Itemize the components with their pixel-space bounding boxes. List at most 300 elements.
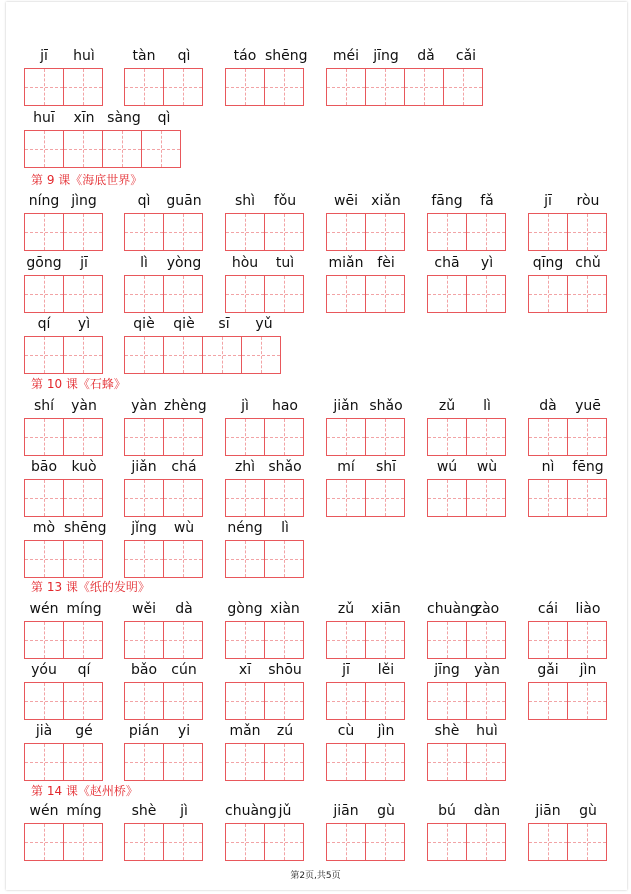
pinyin-label: mǎn <box>229 723 261 739</box>
writing-cell[interactable] <box>225 275 265 313</box>
vocab-word <box>24 601 104 661</box>
vocab-word <box>427 255 507 315</box>
pinyin-label: míng <box>66 803 102 819</box>
vocab-word <box>225 662 305 722</box>
word-row <box>0 723 631 783</box>
writing-cell[interactable] <box>326 418 366 456</box>
pinyin-label: huì <box>73 48 95 64</box>
writing-cell[interactable] <box>427 823 467 861</box>
pinyin-label: dà <box>539 398 557 414</box>
writing-cell[interactable] <box>528 621 568 659</box>
vocab-word <box>225 723 305 783</box>
tianzige-grid <box>225 540 303 578</box>
writing-cell[interactable] <box>24 68 64 106</box>
writing-cell[interactable] <box>264 540 304 578</box>
pinyin-label: néng <box>227 520 263 536</box>
vocab-word <box>225 601 305 661</box>
pinyin-label: qīng <box>532 255 564 271</box>
tianzige-grid <box>225 68 303 106</box>
writing-cell[interactable] <box>404 68 444 106</box>
writing-cell[interactable] <box>466 823 506 861</box>
writing-cell[interactable] <box>427 213 467 251</box>
writing-cell[interactable] <box>225 743 265 781</box>
writing-cell[interactable] <box>264 68 304 106</box>
writing-cell[interactable] <box>365 823 405 861</box>
writing-cell[interactable] <box>466 682 506 720</box>
writing-cell[interactable] <box>63 823 103 861</box>
pinyin-label: táo <box>233 48 257 64</box>
writing-cell[interactable] <box>124 336 164 374</box>
writing-cell[interactable] <box>24 213 64 251</box>
pinyin-label: qì <box>137 193 151 209</box>
tianzige-grid <box>225 213 303 251</box>
vocab-word <box>124 48 204 108</box>
tianzige-grid <box>326 68 482 106</box>
vocab-word <box>24 662 104 722</box>
pinyin-label: sàng <box>107 110 141 126</box>
writing-cell[interactable] <box>63 418 103 456</box>
writing-cell[interactable] <box>63 479 103 517</box>
pinyin-label: jī <box>342 662 350 678</box>
writing-cell[interactable] <box>163 682 203 720</box>
vocab-word <box>326 662 406 722</box>
pinyin-label: chuàng <box>225 803 277 819</box>
writing-cell[interactable] <box>567 682 607 720</box>
tianzige-grid <box>528 823 606 861</box>
tianzige-grid <box>24 682 102 720</box>
writing-cell[interactable] <box>365 743 405 781</box>
pinyin-label: yàn <box>474 662 500 678</box>
pinyin-label: jì <box>241 398 249 414</box>
tianzige-grid <box>528 479 606 517</box>
vocab-word <box>24 723 104 783</box>
writing-cell[interactable] <box>567 479 607 517</box>
writing-cell[interactable] <box>264 682 304 720</box>
writing-cell[interactable] <box>567 823 607 861</box>
tianzige-grid <box>124 621 202 659</box>
writing-cell[interactable] <box>326 621 366 659</box>
writing-cell[interactable] <box>326 682 366 720</box>
pinyin-label: mí <box>337 459 355 475</box>
pinyin-label: xiǎn <box>371 193 401 209</box>
vocab-word <box>427 803 507 863</box>
pinyin-label: guān <box>166 193 202 209</box>
pinyin-label: zǔ <box>438 398 456 414</box>
pinyin-label: jǐng <box>131 520 157 536</box>
tianzige-grid <box>24 68 102 106</box>
writing-cell[interactable] <box>63 68 103 106</box>
writing-cell[interactable] <box>124 479 164 517</box>
writing-cell[interactable] <box>225 479 265 517</box>
writing-cell[interactable] <box>163 68 203 106</box>
writing-cell[interactable] <box>225 68 265 106</box>
vocab-word <box>124 255 204 315</box>
pinyin-label: shēng <box>64 520 107 536</box>
pinyin-label: fāng <box>431 193 463 209</box>
pinyin-label: cún <box>171 662 197 678</box>
tianzige-grid <box>427 418 505 456</box>
pinyin-label: wén <box>29 803 59 819</box>
pinyin-label: gōng <box>26 255 62 271</box>
writing-cell[interactable] <box>24 418 64 456</box>
vocab-word <box>326 193 406 253</box>
writing-cell[interactable] <box>225 540 265 578</box>
pinyin-label: qiè <box>133 316 155 332</box>
pinyin-label: jì <box>180 803 188 819</box>
pinyin-label: xiān <box>371 601 401 617</box>
pinyin-label: bǎo <box>130 662 158 678</box>
writing-cell[interactable] <box>163 275 203 313</box>
tianzige-grid <box>427 275 505 313</box>
vocab-word <box>225 520 305 580</box>
pinyin-label: níng <box>28 193 60 209</box>
writing-cell[interactable] <box>326 743 366 781</box>
vocab-word <box>124 459 204 519</box>
vocab-word <box>427 459 507 519</box>
pinyin-label: hao <box>271 398 299 414</box>
writing-cell[interactable] <box>63 130 103 168</box>
pinyin-label: wēi <box>334 193 358 209</box>
writing-cell[interactable] <box>365 479 405 517</box>
writing-cell[interactable] <box>163 743 203 781</box>
writing-cell[interactable] <box>24 540 64 578</box>
writing-cell[interactable] <box>427 418 467 456</box>
tianzige-grid <box>528 418 606 456</box>
pinyin-label: kuò <box>71 459 97 475</box>
writing-cell[interactable] <box>466 213 506 251</box>
vocab-word <box>427 193 507 253</box>
writing-cell[interactable] <box>163 479 203 517</box>
vocab-word <box>326 723 406 783</box>
writing-cell[interactable] <box>567 213 607 251</box>
lesson-title: 第 13 课《纸的发明》 <box>31 580 150 594</box>
tianzige-grid <box>225 418 303 456</box>
writing-cell[interactable] <box>225 213 265 251</box>
writing-cell[interactable] <box>225 682 265 720</box>
pinyin-label: lì <box>483 398 491 414</box>
writing-cell[interactable] <box>24 682 64 720</box>
writing-cell[interactable] <box>528 682 568 720</box>
vocab-word <box>225 459 305 519</box>
writing-cell[interactable] <box>528 823 568 861</box>
writing-cell[interactable] <box>225 621 265 659</box>
vocab-word <box>326 255 406 315</box>
lesson-title: 第 10 课《石蜂》 <box>31 377 126 391</box>
pinyin-label: cái <box>537 601 559 617</box>
writing-cell[interactable] <box>225 418 265 456</box>
writing-cell[interactable] <box>24 823 64 861</box>
writing-cell[interactable] <box>63 336 103 374</box>
writing-cell[interactable] <box>124 540 164 578</box>
pinyin-label: ròu <box>576 193 600 209</box>
writing-cell[interactable] <box>124 621 164 659</box>
pinyin-label: jiān <box>535 803 561 819</box>
writing-cell[interactable] <box>427 682 467 720</box>
writing-cell[interactable] <box>443 68 483 106</box>
tianzige-grid <box>528 275 606 313</box>
pinyin-label: jī <box>80 255 88 271</box>
word-row <box>0 601 631 661</box>
writing-cell[interactable] <box>124 743 164 781</box>
pinyin-label: fǎ <box>480 193 494 209</box>
writing-cell[interactable] <box>163 213 203 251</box>
writing-cell[interactable] <box>365 621 405 659</box>
pinyin-label: fèi <box>377 255 395 271</box>
writing-cell[interactable] <box>163 823 203 861</box>
pinyin-label: yì <box>77 316 91 332</box>
vocab-word <box>24 255 104 315</box>
writing-cell[interactable] <box>326 68 366 106</box>
pinyin-label: shǎo <box>268 459 302 475</box>
writing-cell[interactable] <box>365 682 405 720</box>
vocab-word <box>24 459 104 519</box>
pinyin-label: fǒu <box>273 193 297 209</box>
writing-cell[interactable] <box>427 479 467 517</box>
pinyin-label: qì <box>177 48 191 64</box>
vocab-word <box>326 803 406 863</box>
pinyin-label: shì <box>234 193 256 209</box>
vocab-word <box>528 662 608 722</box>
tianzige-grid <box>427 213 505 251</box>
vocab-word <box>124 520 204 580</box>
pinyin-label: cù <box>337 723 355 739</box>
vocab-word <box>427 398 507 458</box>
tianzige-grid <box>326 479 404 517</box>
tianzige-grid <box>528 621 606 659</box>
vocab-word <box>225 803 305 863</box>
pinyin-label: dà <box>175 601 193 617</box>
writing-cell[interactable] <box>567 621 607 659</box>
tianzige-grid <box>225 743 303 781</box>
writing-cell[interactable] <box>63 743 103 781</box>
writing-cell[interactable] <box>24 275 64 313</box>
writing-cell[interactable] <box>124 823 164 861</box>
vocab-word <box>528 459 608 519</box>
writing-cell[interactable] <box>124 418 164 456</box>
pinyin-label: wěi <box>132 601 156 617</box>
tianzige-grid <box>427 743 505 781</box>
writing-cell[interactable] <box>124 68 164 106</box>
writing-cell[interactable] <box>528 213 568 251</box>
tianzige-grid <box>225 823 303 861</box>
writing-cell[interactable] <box>567 275 607 313</box>
pinyin-label: jiān <box>333 803 359 819</box>
word-row <box>0 193 631 253</box>
tianzige-grid <box>427 621 505 659</box>
writing-cell[interactable] <box>241 336 281 374</box>
writing-cell[interactable] <box>427 743 467 781</box>
vocab-word <box>326 601 406 661</box>
writing-cell[interactable] <box>326 479 366 517</box>
vocab-word <box>225 193 305 253</box>
writing-cell[interactable] <box>466 479 506 517</box>
vocab-word <box>124 601 204 661</box>
tianzige-grid <box>326 682 404 720</box>
pinyin-label: qí <box>77 662 91 678</box>
pinyin-label: yuē <box>575 398 601 414</box>
pinyin-label: huì <box>476 723 498 739</box>
writing-cell[interactable] <box>63 682 103 720</box>
writing-cell[interactable] <box>202 336 242 374</box>
writing-cell[interactable] <box>466 275 506 313</box>
lesson-title: 第 14 课《赵州桥》 <box>31 784 138 798</box>
writing-cell[interactable] <box>24 743 64 781</box>
pinyin-label: zǔ <box>337 601 355 617</box>
vocab-word <box>24 110 184 170</box>
pinyin-label: mò <box>32 520 56 536</box>
writing-cell[interactable] <box>264 743 304 781</box>
pinyin-label: zú <box>276 723 294 739</box>
vocab-word <box>24 520 107 580</box>
writing-cell[interactable] <box>528 418 568 456</box>
vocab-word <box>326 398 406 458</box>
word-row <box>0 662 631 722</box>
vocab-word <box>225 48 308 108</box>
writing-cell[interactable] <box>365 418 405 456</box>
pinyin-label: sī <box>218 316 230 332</box>
pinyin-label: gù <box>579 803 597 819</box>
tianzige-grid <box>24 213 102 251</box>
tianzige-grid <box>326 823 404 861</box>
vocab-word <box>528 803 608 863</box>
writing-cell[interactable] <box>365 68 405 106</box>
writing-cell[interactable] <box>24 130 64 168</box>
writing-cell[interactable] <box>326 275 366 313</box>
writing-cell[interactable] <box>466 621 506 659</box>
writing-cell[interactable] <box>264 823 304 861</box>
pinyin-label: jǔ <box>278 803 292 819</box>
tianzige-grid <box>528 213 606 251</box>
pinyin-label: yàn <box>71 398 97 414</box>
pinyin-label: shī <box>375 459 397 475</box>
pinyin-label: qí <box>37 316 51 332</box>
writing-cell[interactable] <box>24 621 64 659</box>
writing-cell[interactable] <box>24 336 64 374</box>
writing-cell[interactable] <box>466 743 506 781</box>
pinyin-label: yi <box>177 723 191 739</box>
tianzige-grid <box>124 682 202 720</box>
pinyin-label: wù <box>476 459 498 475</box>
pinyin-label: chǔ <box>575 255 601 271</box>
vocab-word <box>427 723 507 783</box>
page-footer: 第2页,共5页 <box>290 871 341 881</box>
tianzige-grid <box>326 418 404 456</box>
writing-cell[interactable] <box>163 540 203 578</box>
writing-cell[interactable] <box>124 275 164 313</box>
writing-cell[interactable] <box>102 130 142 168</box>
writing-cell[interactable] <box>528 479 568 517</box>
tianzige-grid <box>24 418 102 456</box>
word-row <box>0 398 631 458</box>
pinyin-label: lì <box>140 255 148 271</box>
vocab-word <box>528 193 608 253</box>
pinyin-label: nì <box>541 459 555 475</box>
writing-cell[interactable] <box>163 336 203 374</box>
writing-cell[interactable] <box>163 418 203 456</box>
writing-cell[interactable] <box>264 621 304 659</box>
word-row <box>0 803 631 863</box>
pinyin-label: zào <box>474 601 500 617</box>
vocab-word <box>225 255 305 315</box>
writing-cell[interactable] <box>264 479 304 517</box>
pinyin-label: shēng <box>265 48 308 64</box>
writing-cell[interactable] <box>63 621 103 659</box>
pinyin-label: wù <box>173 520 195 536</box>
tianzige-grid <box>225 682 303 720</box>
pinyin-label: tuì <box>275 255 295 271</box>
writing-cell[interactable] <box>365 275 405 313</box>
pinyin-label: shè <box>131 803 157 819</box>
vocab-word <box>124 193 204 253</box>
tianzige-grid <box>124 479 202 517</box>
writing-cell[interactable] <box>141 130 181 168</box>
tianzige-grid <box>124 213 202 251</box>
writing-cell[interactable] <box>567 418 607 456</box>
vocab-word <box>24 803 104 863</box>
writing-cell[interactable] <box>326 213 366 251</box>
tianzige-grid <box>124 275 202 313</box>
writing-cell[interactable] <box>427 275 467 313</box>
pinyin-label: yì <box>480 255 494 271</box>
tianzige-grid <box>124 336 280 374</box>
pinyin-label: dǎ <box>417 48 435 64</box>
writing-cell[interactable] <box>264 213 304 251</box>
pinyin-label: jìn <box>377 723 395 739</box>
pinyin-label: yòng <box>166 255 202 271</box>
writing-cell[interactable] <box>326 823 366 861</box>
tianzige-grid <box>124 823 202 861</box>
vocab-word <box>528 255 608 315</box>
pinyin-label: pián <box>128 723 160 739</box>
pinyin-label: xiàn <box>270 601 300 617</box>
writing-cell[interactable] <box>528 275 568 313</box>
writing-cell[interactable] <box>225 823 265 861</box>
pinyin-label: dàn <box>473 803 501 819</box>
writing-cell[interactable] <box>264 418 304 456</box>
writing-cell[interactable] <box>264 275 304 313</box>
pinyin-label: chá <box>171 459 197 475</box>
tianzige-grid <box>124 743 202 781</box>
word-row <box>0 110 631 170</box>
pinyin-label: xīn <box>73 110 95 126</box>
pinyin-label: shí <box>33 398 55 414</box>
writing-cell[interactable] <box>63 213 103 251</box>
pinyin-label: jìn <box>579 662 597 678</box>
writing-cell[interactable] <box>365 213 405 251</box>
tianzige-grid <box>326 743 404 781</box>
tianzige-grid <box>24 621 102 659</box>
pinyin-label: míng <box>66 601 102 617</box>
writing-cell[interactable] <box>63 540 103 578</box>
pinyin-label: lì <box>281 520 289 536</box>
pinyin-label: bú <box>438 803 456 819</box>
vocab-word <box>124 803 204 863</box>
pinyin-label: gù <box>377 803 395 819</box>
vocab-word <box>24 316 104 376</box>
writing-cell[interactable] <box>466 418 506 456</box>
pinyin-label: zhì <box>234 459 256 475</box>
writing-cell[interactable] <box>124 682 164 720</box>
tianzige-grid <box>225 275 303 313</box>
writing-cell[interactable] <box>124 213 164 251</box>
pinyin-label: shōu <box>268 662 302 678</box>
pinyin-label: lěi <box>377 662 395 678</box>
writing-cell[interactable] <box>63 275 103 313</box>
writing-cell[interactable] <box>24 479 64 517</box>
tianzige-grid <box>24 540 102 578</box>
writing-cell[interactable] <box>163 621 203 659</box>
writing-cell[interactable] <box>427 621 467 659</box>
